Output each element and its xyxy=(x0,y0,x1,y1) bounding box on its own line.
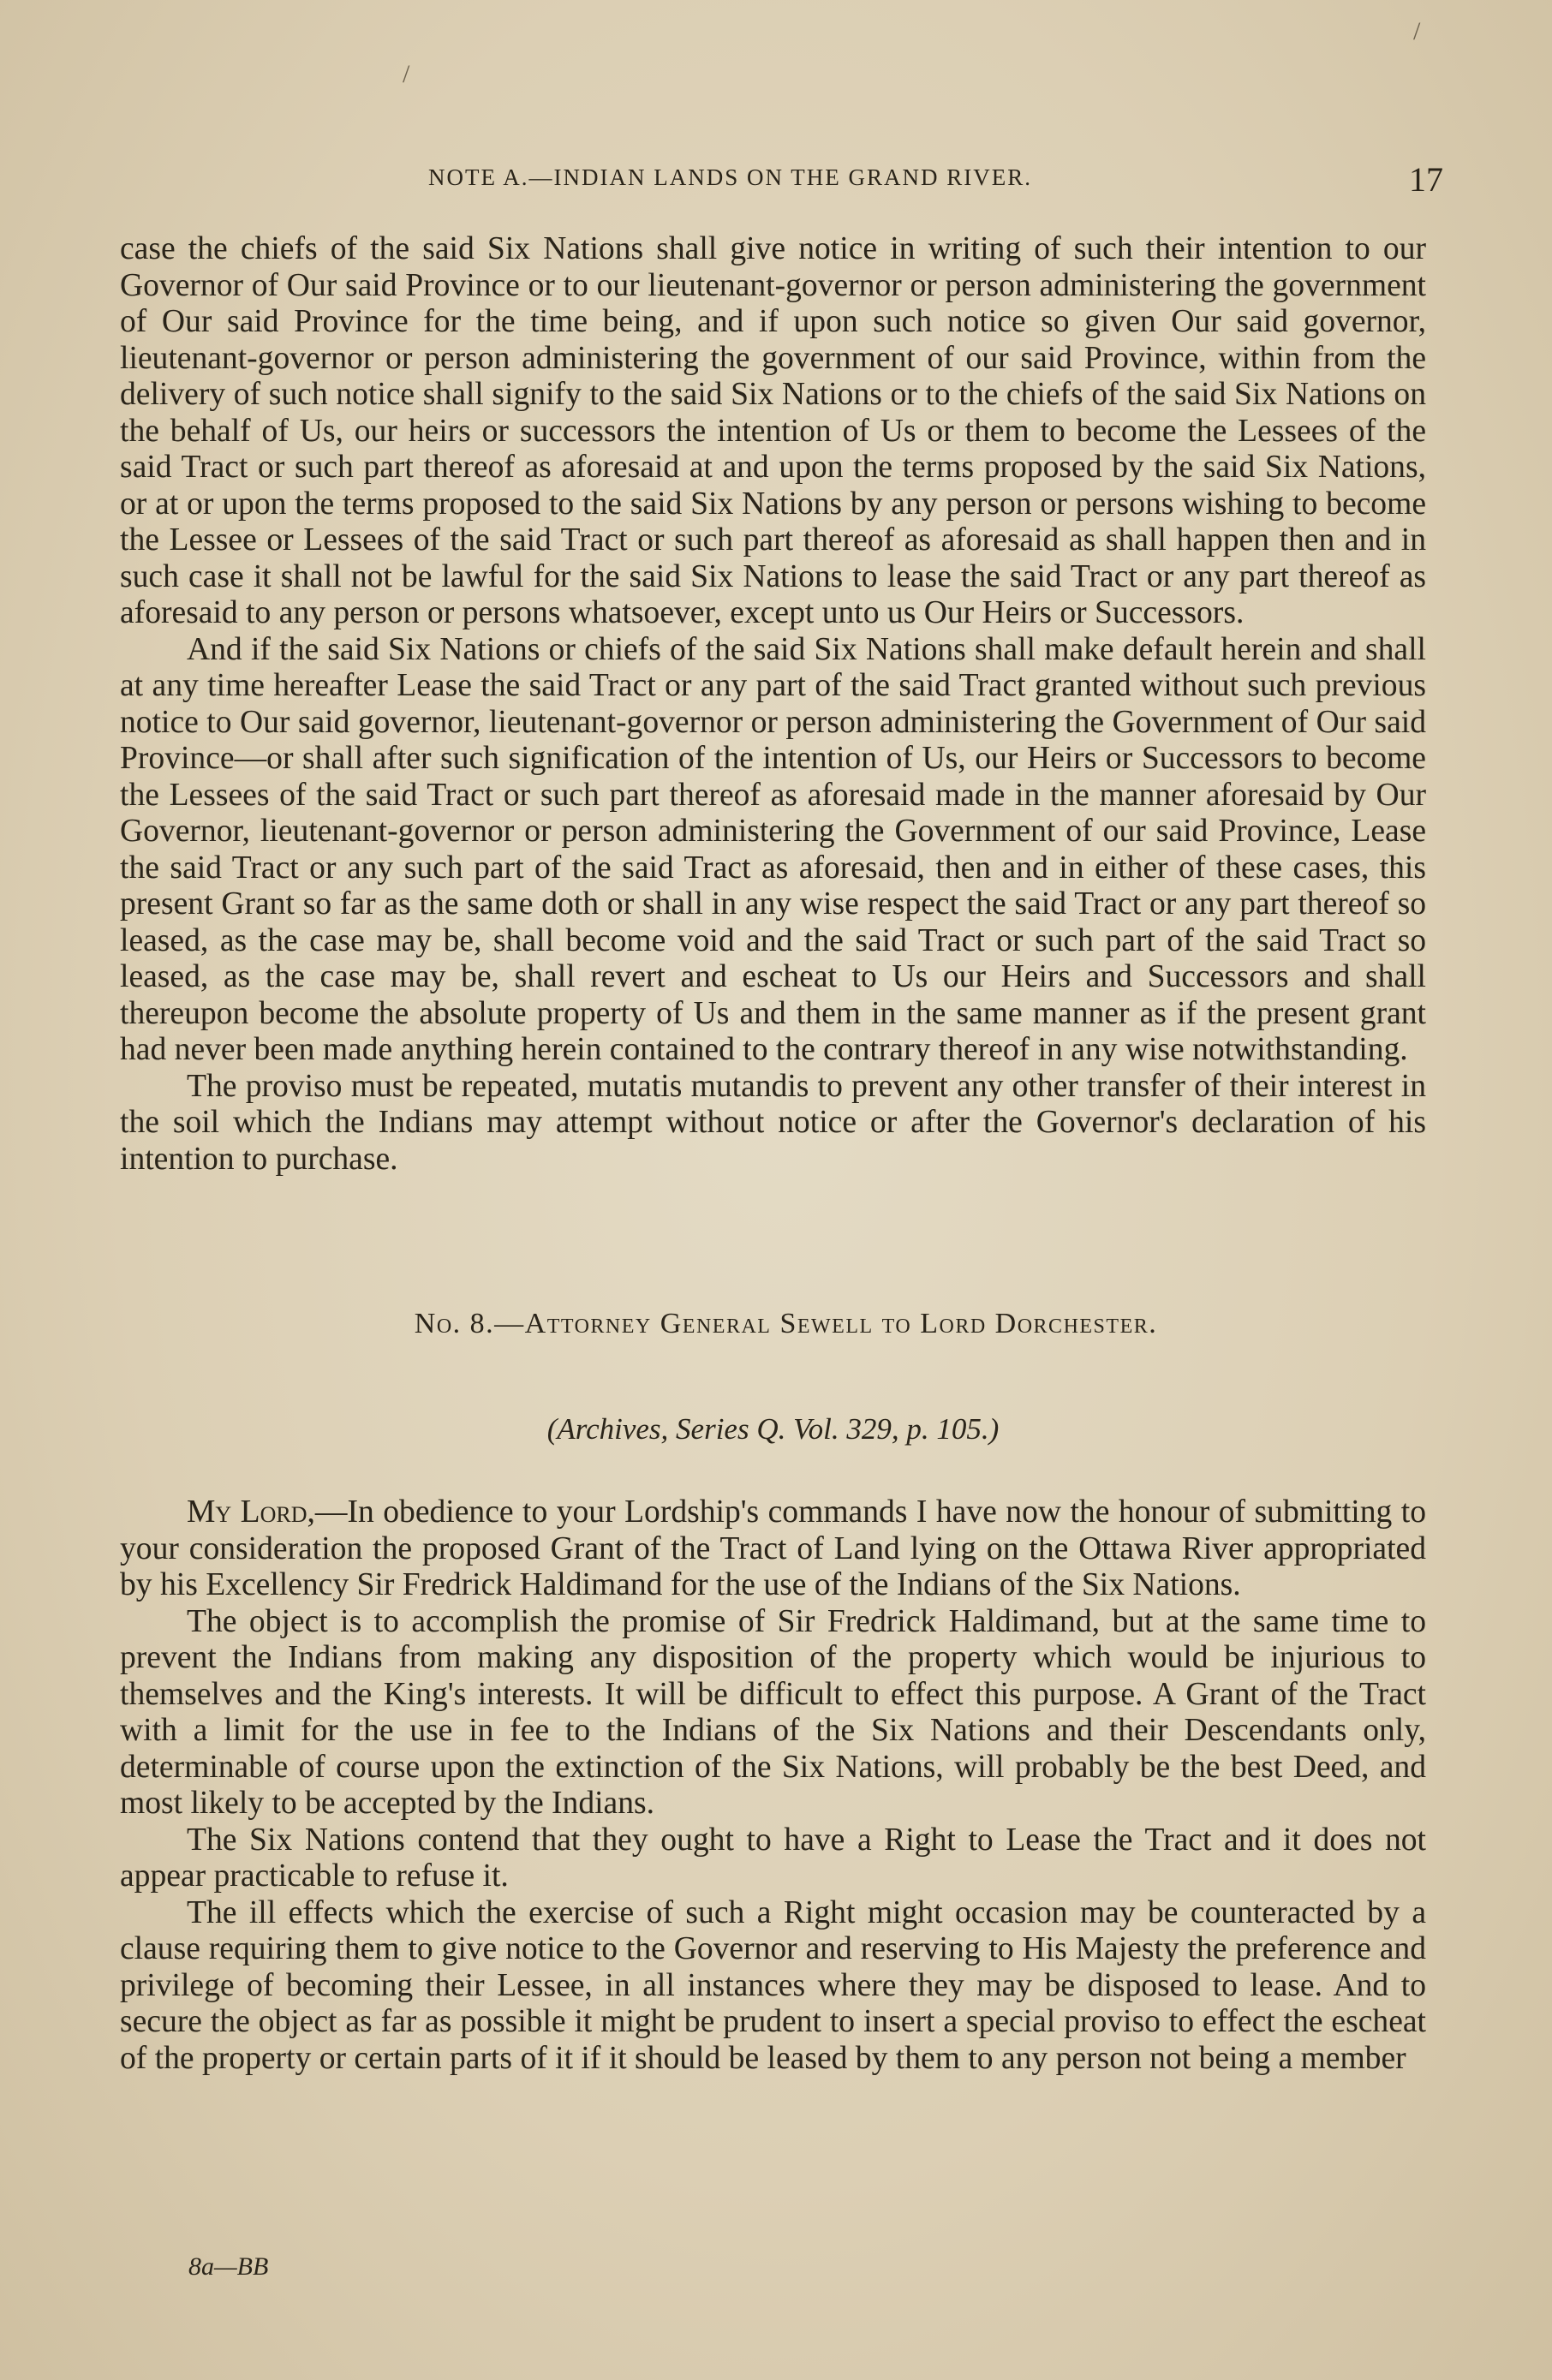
page-number: 17 xyxy=(1409,160,1443,199)
paragraph: The object is to accomplish the promise of Sir Fredrick Haldimand, but at the same time to prevent the Indians from making any disposition of the property which would be injurious to themselves and the King's interests. It will be difficult to effect this purpose. A Grant of the Tract with a limit for the use in fee to the Indians of the Six Nations and their Descendants only, determinable of course upon the extinction of the Six Nations, will probably be the best Deed, and most likely to be accepted by the Indians. xyxy=(120,1603,1426,1821)
salutation-text: —In obedience to your Lordship's commands I have now the honour of submitting to your consideration the proposed Grant of the Tract of Land lying on the Ottawa River appropriated by his Excellency Sir Fredrick Haldimand for the use of the Indians of the Six Nations. xyxy=(120,1494,1426,1602)
paragraph: The proviso must be repeated, mutatis mutandis to prevent any other transfer of their interest in the soil which the Indians may attempt without notice or after the Governor's declaration of his intention to purchase. xyxy=(120,1068,1426,1177)
page-header xyxy=(0,154,1552,206)
stray-mark: / xyxy=(1413,17,1421,45)
document-heading: No. 8.—Attorney General Sewell to Lord Dorchester. xyxy=(414,1308,1158,1339)
page-body xyxy=(120,231,1426,2077)
salutation: My Lord, xyxy=(187,1494,315,1530)
running-head: NOTE A.—INDIAN LANDS ON THE GRAND RIVER. xyxy=(428,164,1032,190)
signature-mark: 8a—BB xyxy=(188,2252,269,2281)
stray-mark: / xyxy=(403,60,410,88)
paragraph: The Six Nations contend that they ought to have a Right to Lease the Tract and it does not appear practicable to refuse it. xyxy=(120,1822,1426,1894)
paragraph: And if the said Six Nations or chiefs of the said Six Nations shall make default herein and shall at any time hereafter Lease the said Tract or any part of the said Tract granted without such previous notice to Our said governor, lieutenant-governor or person administering the Government of Our said Province—or shall after such signification of the intention of Us, our Heirs or Successors to become the Lessees of the said Tract or such part thereof as aforesaid made in the manner aforesaid by Our Governor, lieutenant-governor or person administering the Government of our said Province, Lease the said Tract or any such part of the said Tract as aforesaid, then and in either of these cases, this present Grant so far as the same doth or shall in any wise respect the said Tract or any part thereof so leased, as the case may be, shall become void and the said Tract or such part of the said Tract so leased, as the case may be, shall revert and escheat to Us our Heirs and Successors and shall thereupon become the absolute property of Us and them in the same manner as if the present grant had never been made anything herein contained to the contrary thereof in any wise notwithstanding. xyxy=(120,631,1426,1067)
paragraph-salutation xyxy=(120,1494,1426,1604)
archive-citation: (Archives, Series Q. Vol. 329, p. 105.) xyxy=(546,1411,1000,1446)
paragraph: The ill effects which the exercise of such a Right might occasion may be counteracted by a clause requiring them to give notice to the Governor and reserving to His Majesty the preference and privilege of becoming their Lessee, in all instances where they may be disposed to lease. And to secure the object as far as possible it might be prudent to insert a special proviso to effect the escheat of the property or certain parts of it if it should be leased by them to any person not being a member xyxy=(120,1894,1426,2076)
paragraph-continued: case the chiefs of the said Six Nations shall give notice in writing of such their intention to our Governor of Our said Province or to our lieutenant-governor or person administering the government of Our said Province for the time being, and if upon such notice so given Our said governor, lieutenant-governor or person administering the government of our said Province, within from the delivery of such notice shall signify to the said Six Nations or to the chiefs of the said Six Nations on the behalf of Us, our heirs or successors the intention of Us or them to become the Lessees of the said Tract or such part thereof as aforesaid at and upon the terms proposed by the said Six Nations, or at or upon the terms proposed to the said Six Nations by any person or persons wishing to become the Lessee or Lessees of the said Tract or such part thereof as aforesaid as shall happen then and in such case it shall not be lawful for the said Six Nations to lease the said Tract or any part thereof as aforesaid to any person or persons whatsoever, except unto us Our Heirs or Successors. xyxy=(120,231,1426,630)
